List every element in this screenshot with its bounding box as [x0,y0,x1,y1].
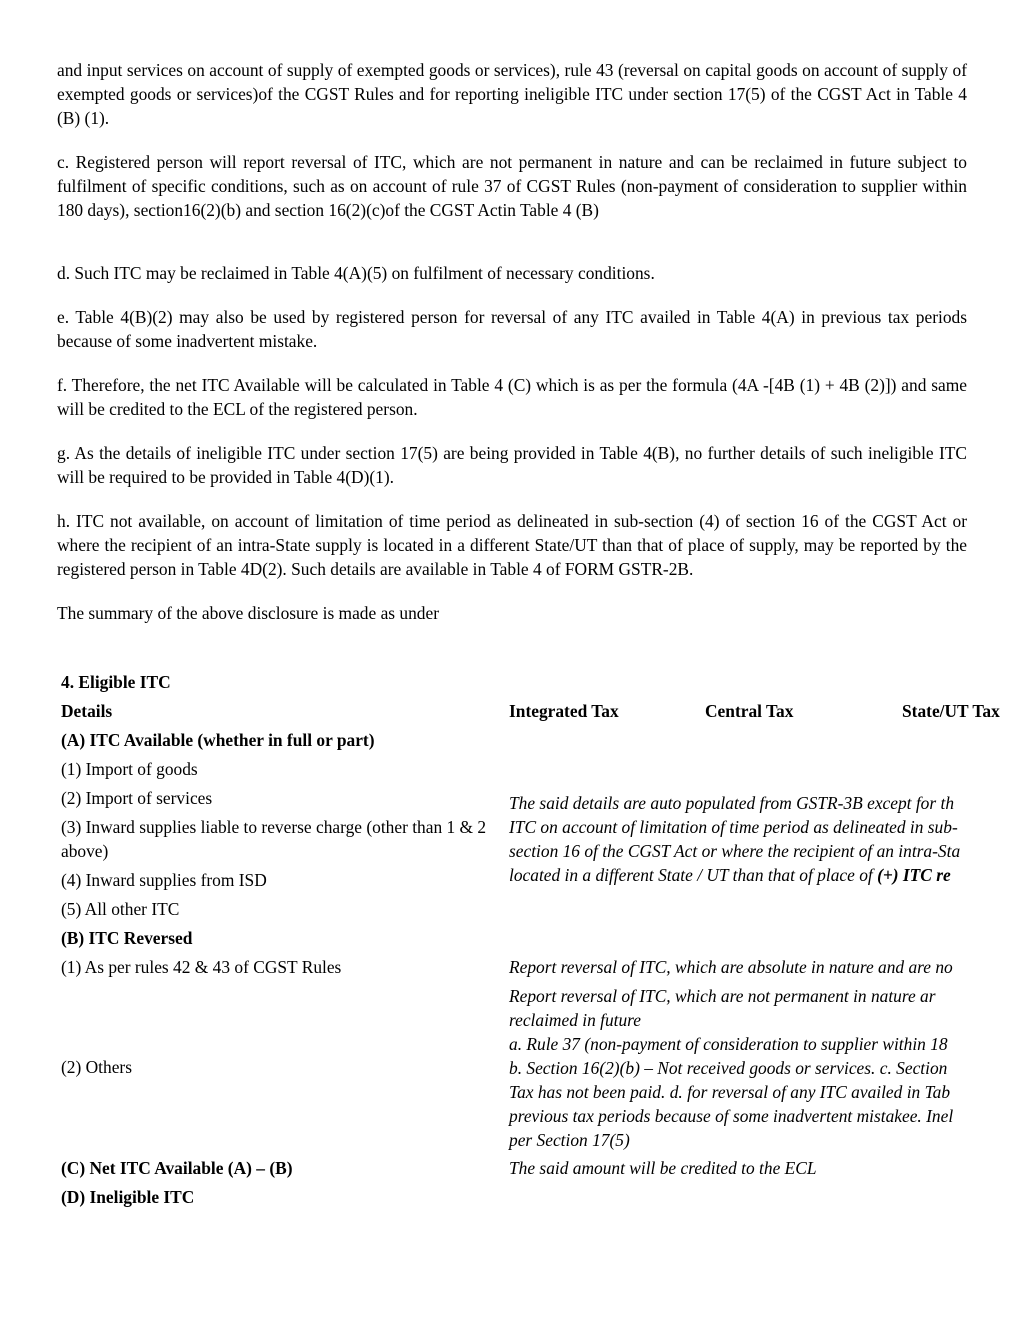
section-a-heading: (A) ITC Available (whether in full or part) [61,730,375,750]
section-d-heading: (D) Ineligible ITC [61,1187,195,1207]
section-a-note [509,791,1024,887]
header-central-tax: Central Tax [705,701,794,721]
section-a-note-line: section 16 of the CGST Act or where the recipient of an intra-Sta [509,841,961,861]
paragraph-b-continued: and input services on account of supply of exempted goods or services), rule 43 (reversal on capital goods on account of supply of exempted goods or services)of the CGST Rules and for reporting ineligible ITC under section 17(5) of the CGST Act in Table 4 (B) (1). [57,60,967,128]
section-a-note-line-text: located in a different State / UT than that of place of [509,865,878,885]
section-a-note-line: The said details are auto populated from GSTR-3B except for th [509,793,955,813]
section-b-note-line: per Section 17(5) [509,1130,630,1150]
section-c-heading: (C) Net ITC Available (A) – (B) [61,1158,293,1178]
section-b-item-2: (2) Others [61,1057,132,1077]
paragraph-g: g. As the details of ineligible ITC under section 17(5) are being provided in Table 4(B), no further details of such ineligible ITC will be required to be provided in Table 4(D)(1). [57,443,967,487]
paragraph-f: f. Therefore, the net ITC Available will be calculated in Table 4 (C) which is as per the formula (4A -[4B (1) + 4B (2)]) and same will be credited to the ECL of the registered person. [57,375,967,419]
section-b-note-line: a. Rule 37 (non-payment of consideration to supplier within 18 [509,1034,948,1054]
section-a-item-2: (2) Import of services [61,788,213,808]
header-details: Details [61,701,113,721]
section-a-item-4: (4) Inward supplies from ISD [61,870,267,890]
paragraph-h: h. ITC not available, on account of limitation of time period as delineated in sub-section (4) of section 16 of the CGST Act or where the recipient of an intra-State supply is located in a different State/UT than that of place of supply, may be reported by the registered person in Table 4D(2). Such details are available in Table 4 of FORM GSTR-2B. [57,511,967,579]
section-b-item-2-note [509,984,1024,1152]
section-a-item-1: (1) Import of goods [61,759,198,779]
section-a-note-line [509,863,1024,887]
paragraph-e: e. Table 4(B)(2) may also be used by registered person for reversal of any ITC availed in Table 4(A) in previous tax periods because of some inadvertent mistake. [57,307,967,351]
section-b-item-1: (1) As per rules 42 & 43 of CGST Rules [61,957,342,977]
section-a-item-5: (5) All other ITC [61,899,180,919]
section-b-note-line: Tax has not been paid. d. for reversal of any ITC availed in Tab [509,1082,951,1102]
header-integrated-tax: Integrated Tax [509,701,619,721]
section-b-note-line: reclaimed in future [509,1010,642,1030]
section-a-item-3-label: (3) Inward supplies liable to reverse charge (other than 1 & 2 above) [61,817,487,861]
section-a-note-line: ITC on account of limitation of time period as delineated in sub- [509,817,958,837]
paragraph-c: c. Registered person will report reversal of ITC, which are not permanent in nature and can be reclaimed in future subject to fulfilment of specific conditions, such as on account of rule 37 of CGST Rules (non-payment of consideration to supplier within 180 days), section16(2)(b) and section 16(2)(c)of the CGST Actin Table 4 (B) [57,152,967,220]
header-state-ut-tax: State/UT Tax [902,701,1000,721]
document-body [57,58,967,646]
paragraph-d: d. Such ITC may be reclaimed in Table 4(A)(5) on fulfilment of necessary conditions. [57,263,655,283]
section-b-note-line: Report reversal of ITC, which are not permanent in nature ar [509,986,936,1006]
table-title: 4. Eligible ITC [61,672,171,692]
section-b-heading: (B) ITC Reversed [61,928,193,948]
section-b-note-line: previous tax periods because of some inadvertent mistakee. Inel [509,1106,954,1126]
section-b-item-1-note: Report reversal of ITC, which are absolute in nature and are no [509,957,953,977]
eligible-itc-table [61,670,1024,1230]
section-a-note-bold: (+) ITC re [877,865,951,885]
section-b-note-line: b. Section 16(2)(b) – Not received goods or services. c. Section [509,1058,948,1078]
summary-line: The summary of the above disclosure is made as under [57,603,439,623]
section-c-note: The said amount will be credited to the ECL [509,1158,817,1178]
